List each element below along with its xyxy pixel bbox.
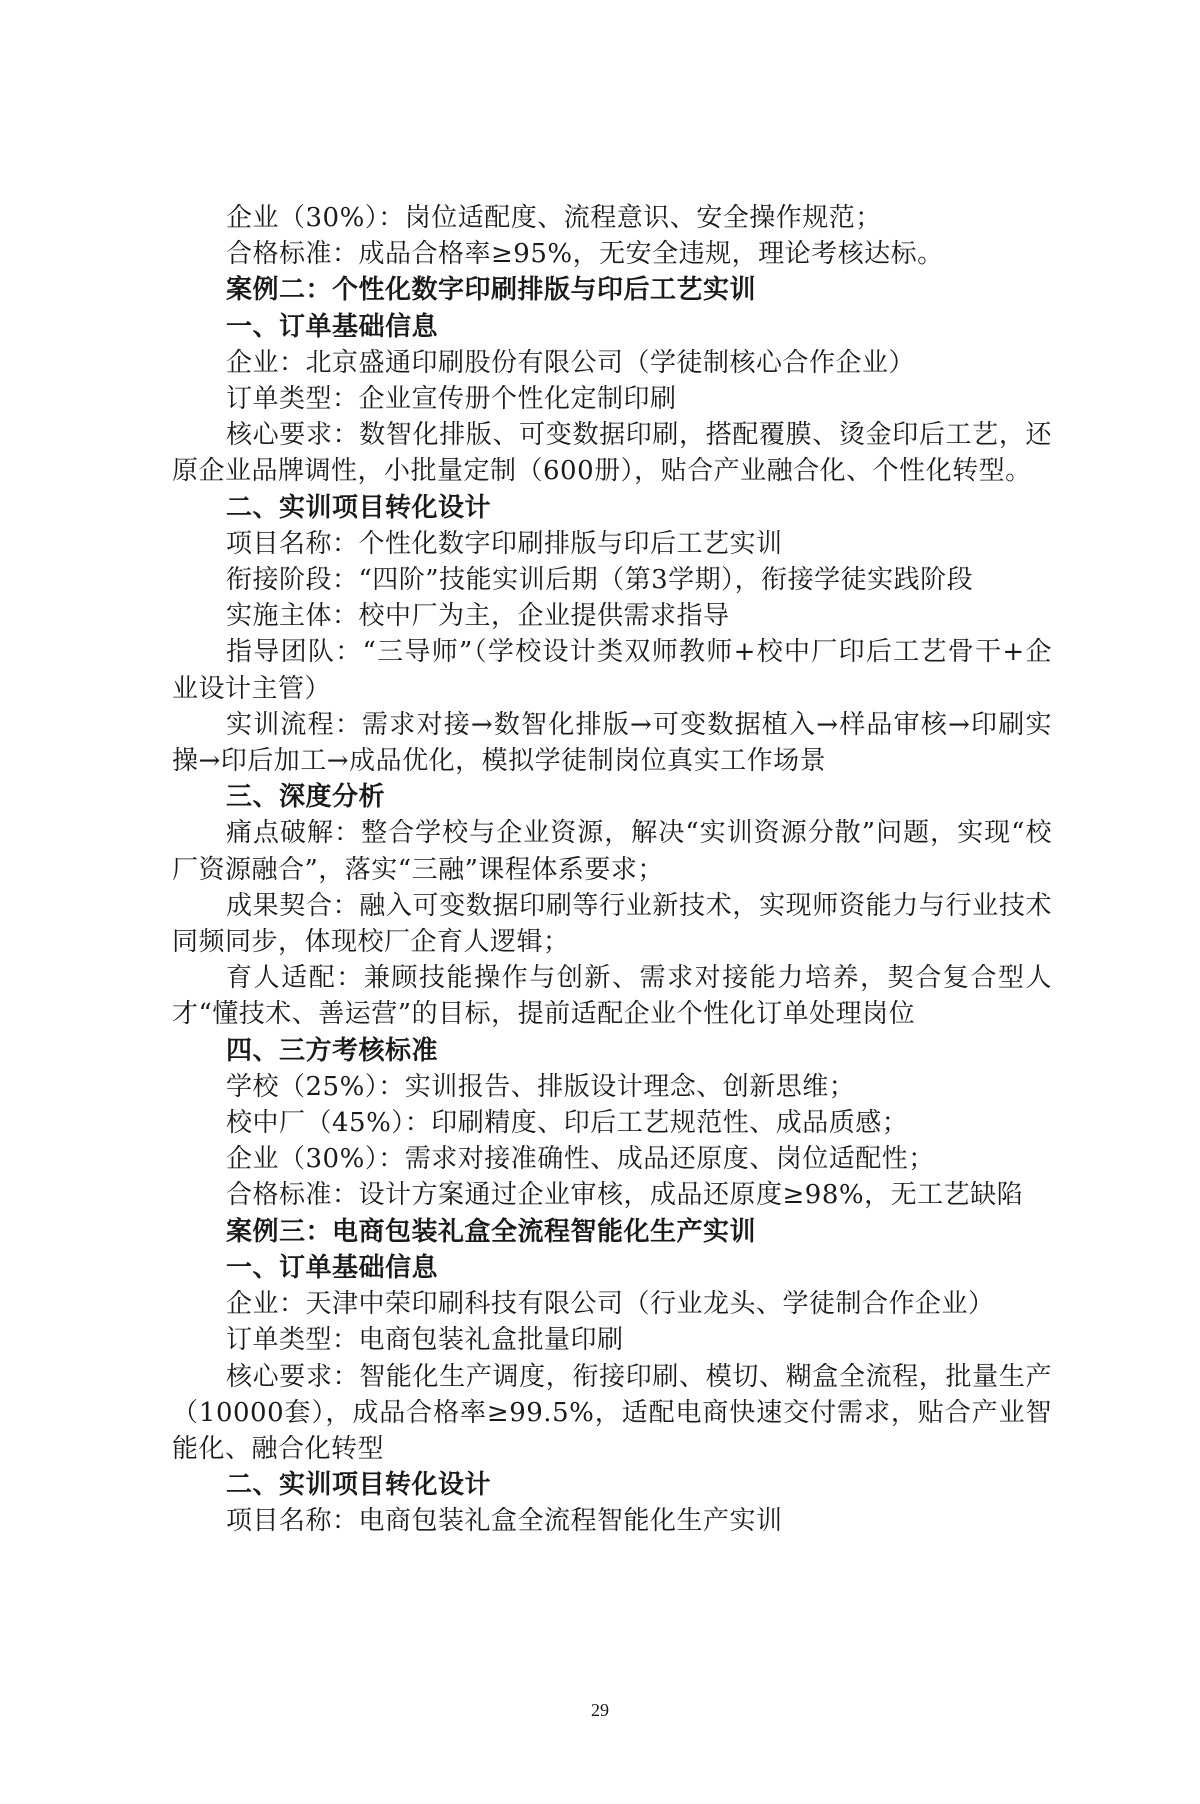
section-heading: 三、深度分析 — [226, 782, 386, 813]
paragraph: 合格标准：成品合格率≥95%，无安全违规，理论考核达标。 — [226, 239, 944, 270]
paragraph: 订单类型：企业宣传册个性化定制印刷 — [226, 384, 677, 415]
paragraph: 实训流程：需求对接→数智化排版→可变数据植入→样品审核→印刷实操→印后加工→成品优化，模拟学徒制岗位真实工作场景 — [172, 709, 1052, 777]
page-number: 29 — [591, 1700, 609, 1720]
document-body — [172, 200, 1052, 1540]
case-heading: 案例三：电商包装礼盒全流程智能化生产实训 — [226, 1216, 757, 1247]
paragraph: 痛点破解：整合学校与企业资源，解决“实训资源分散”问题，实现“校厂资源融合”，落实“三融”课程体系要求； — [172, 818, 1052, 885]
paragraph: 企业：北京盛通印刷股份有限公司（学徒制核心合作企业） — [226, 347, 916, 378]
paragraph: 育人适配：兼顾技能操作与创新、需求对接能力培养，契合复合型人才“懂技术、善运营”的目标，提前适配企业个性化订单处理岗位 — [172, 963, 1052, 1030]
section-heading: 二、实训项目转化设计 — [226, 1470, 492, 1501]
paragraph: 校中厂（45%）：印刷精度、印后工艺规范性、成品质感； — [226, 1108, 909, 1139]
case-heading: 案例二：个性化数字印刷排版与印后工艺实训 — [226, 275, 757, 306]
paragraph: 实施主体：校中厂为主，企业提供需求指导 — [226, 601, 730, 632]
section-heading: 一、订单基础信息 — [226, 311, 439, 342]
section-heading: 四、三方考核标准 — [226, 1035, 439, 1066]
paragraph: 企业：天津中荣印刷科技有限公司（行业龙头、学徒制合作企业） — [226, 1289, 995, 1320]
paragraph: 核心要求：数智化排版、可变数据印刷，搭配覆膜、烫金印后工艺，还原企业品牌调性，小批量定制（600册），贴合产业融合化、个性化转型。 — [172, 420, 1052, 487]
paragraph: 指导团队：“三导师”（学校设计类双师教师+校中厂印后工艺骨干+企业设计主管） — [172, 637, 1052, 704]
section-heading: 二、实训项目转化设计 — [226, 492, 492, 523]
paragraph: 订单类型：电商包装礼盒批量印刷 — [226, 1325, 624, 1356]
paragraph: 衔接阶段：“四阶”技能实训后期（第3学期），衔接学徒实践阶段 — [226, 565, 974, 596]
paragraph: 合格标准：设计方案通过企业审核，成品还原度≥98%，无工艺缺陷 — [226, 1180, 1024, 1211]
paragraph: 项目名称：个性化数字印刷排版与印后工艺实训 — [226, 528, 783, 559]
section-heading: 一、订单基础信息 — [226, 1252, 439, 1283]
paragraph: 企业（30%）：需求对接准确性、成品还原度、岗位适配性； — [226, 1144, 935, 1175]
paragraph: 企业（30%）：岗位适配度、流程意识、安全操作规范； — [226, 203, 882, 233]
paragraph: 项目名称：电商包装礼盒全流程智能化生产实训 — [226, 1506, 783, 1537]
paragraph: 成果契合：融入可变数据印刷等行业新技术，实现师资能力与行业技术同频同步，体现校厂企育人逻辑； — [172, 890, 1052, 958]
paragraph: 学校（25%）：实训报告、排版设计理念、创新思维； — [226, 1071, 856, 1102]
paragraph: 核心要求：智能化生产调度，衔接印刷、模切、糊盒全流程，批量生产（10000套），成品合格率≥99.5%，适配电商快速交付需求，贴合产业智能化、融合化转型 — [172, 1361, 1052, 1464]
